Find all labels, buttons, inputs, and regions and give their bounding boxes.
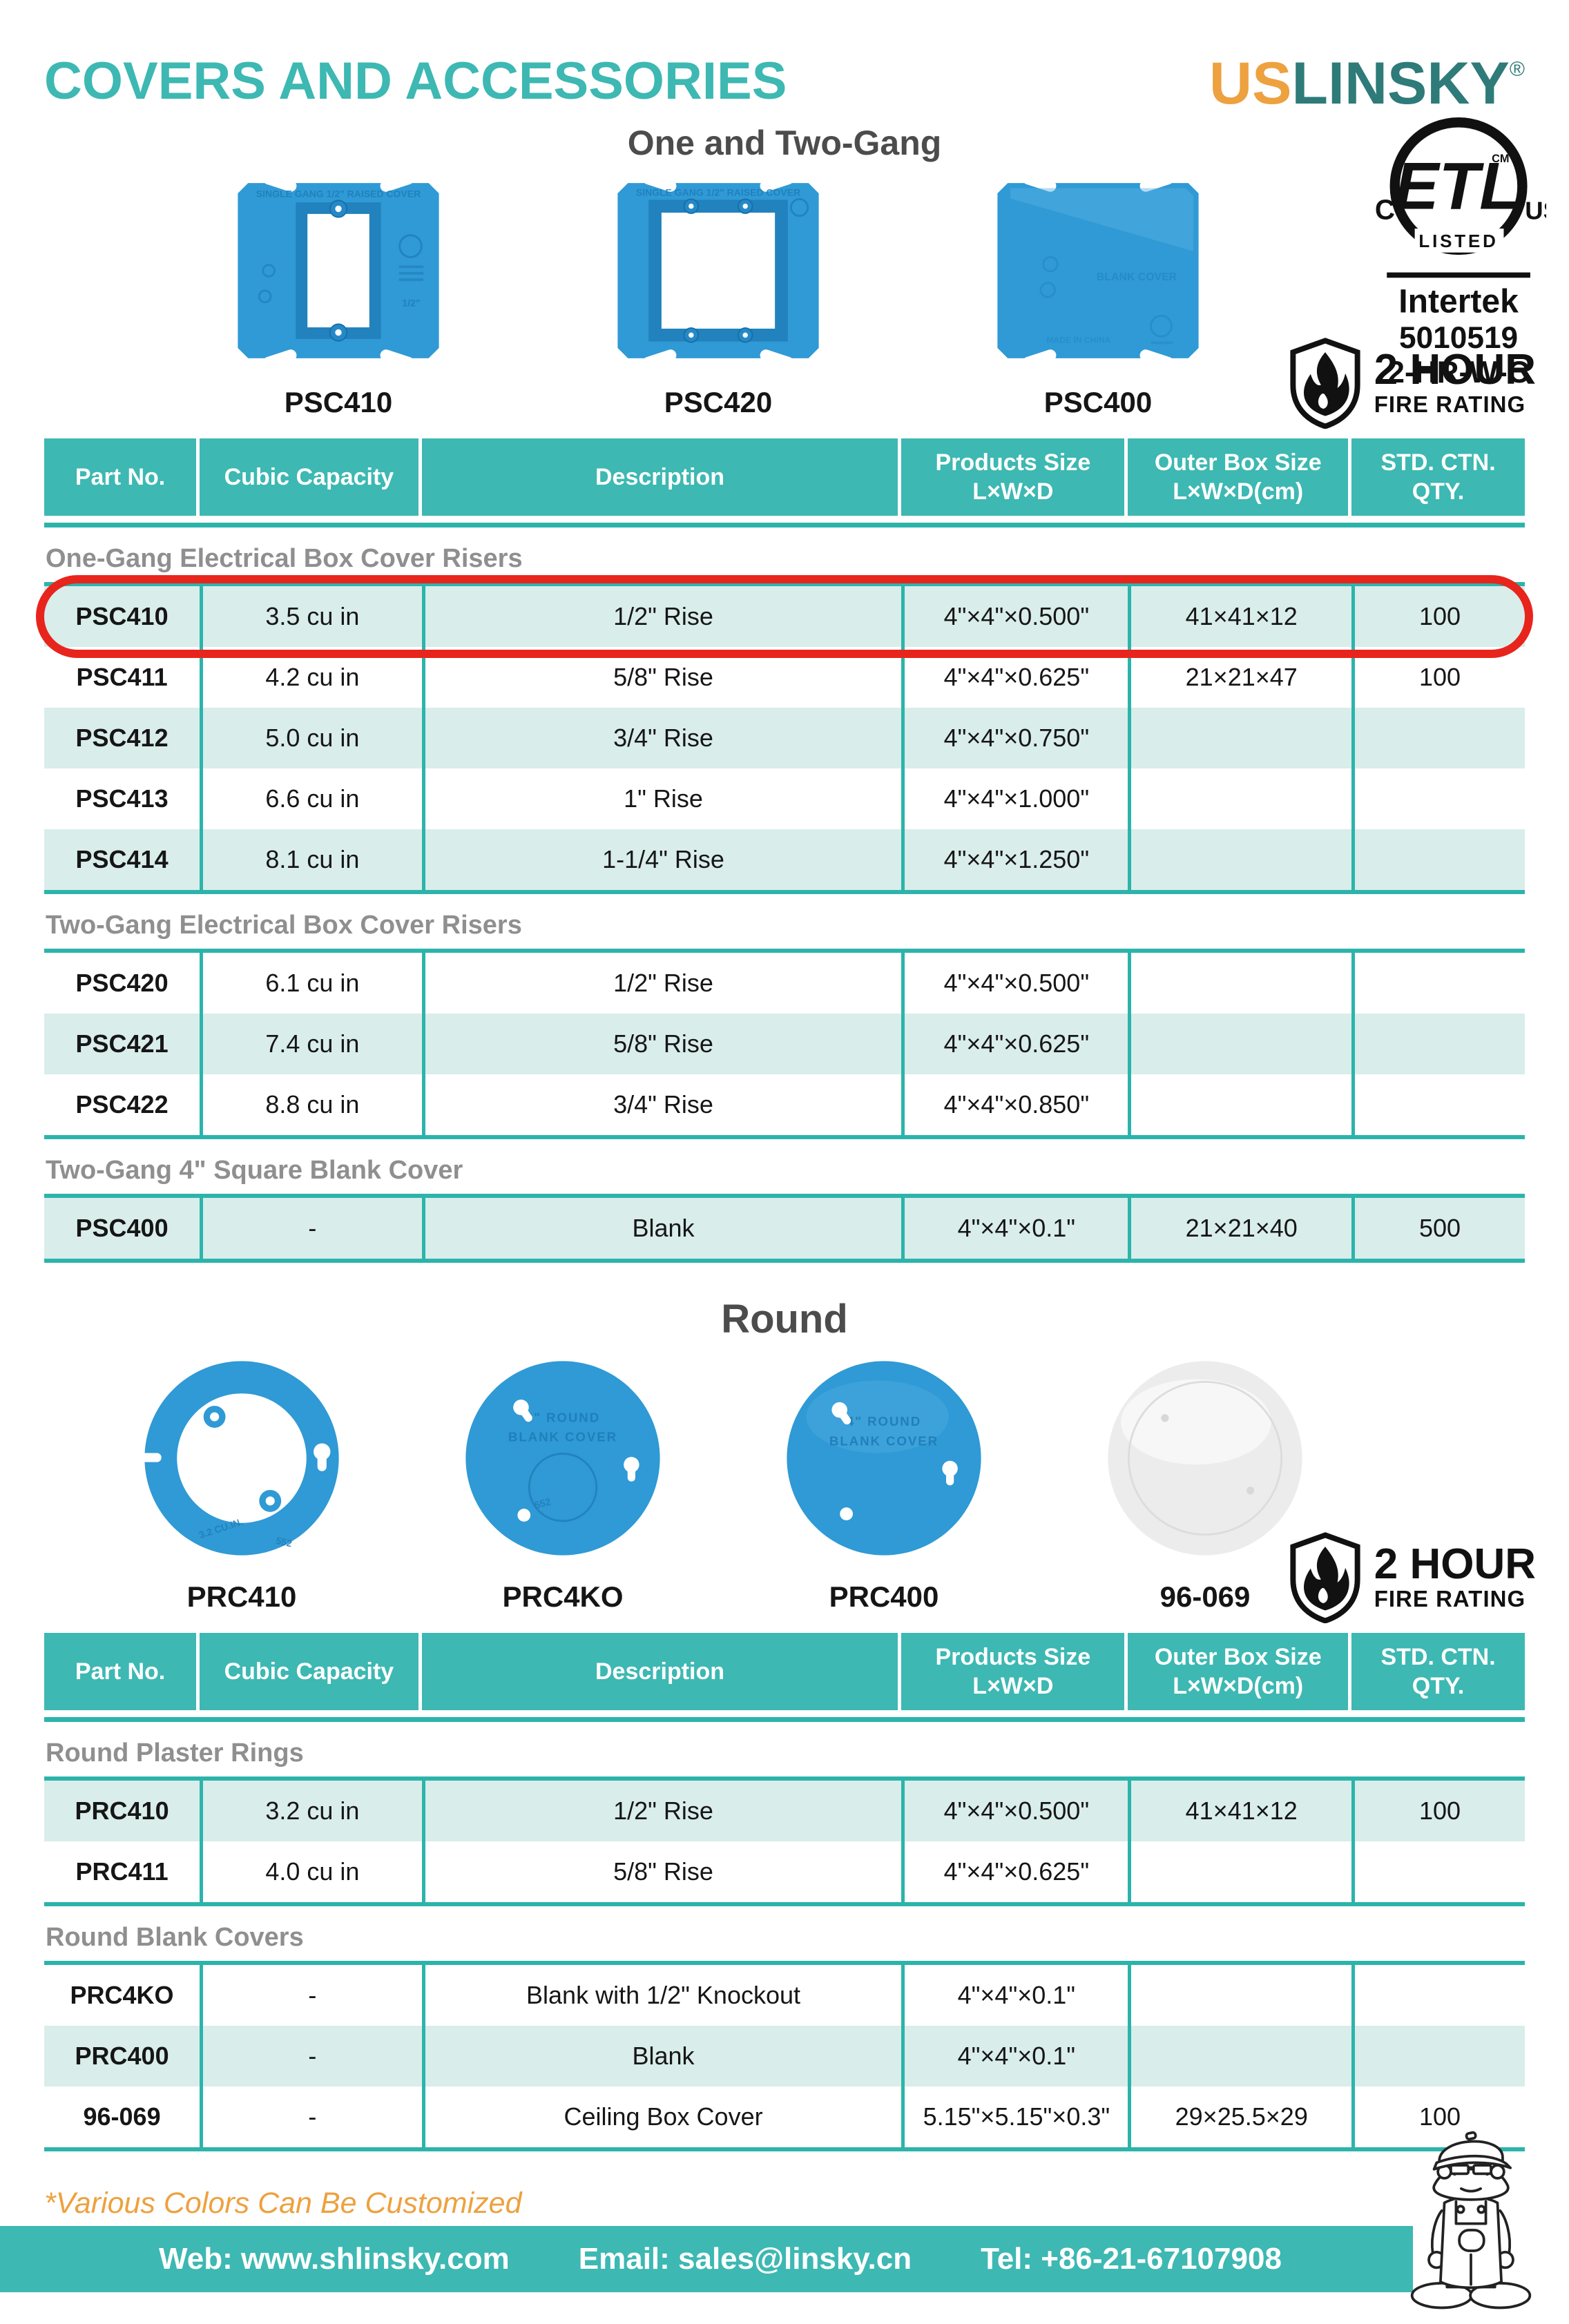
table-row: [44, 1014, 1525, 1074]
description-cell: Blank: [422, 2026, 902, 2086]
description-cell: 1/2" Rise: [422, 586, 902, 647]
outer-box-size-cell: 29×25.5×29: [1128, 2086, 1351, 2147]
section-title-round: Round: [721, 1297, 848, 1342]
table-row: [44, 768, 1525, 829]
section-label: Round Plaster Rings: [46, 1739, 304, 1768]
description-cell: 1/2" Rise: [422, 953, 902, 1014]
cubic-capacity-cell: 8.8 cu in: [200, 1074, 422, 1135]
table-row: [44, 1841, 1525, 1902]
products-size-cell: 4"×4"×0.500": [901, 953, 1128, 1014]
footer-email: Email: sales@linsky.cn: [578, 2242, 912, 2276]
products-size-cell: 4"×4"×0.750": [901, 708, 1128, 768]
part-no-cell: PRC410: [75, 1797, 169, 1825]
cubic-capacity-cell: 4.0 cu in: [200, 1841, 422, 1902]
std-ctn-qty-cell: [1351, 708, 1525, 768]
product-psc410: [221, 174, 456, 419]
part-no-cell: PSC421: [75, 1029, 169, 1058]
page-title: COVERS AND ACCESSORIES: [44, 52, 787, 110]
section-label: One-Gang Electrical Box Cover Risers: [46, 544, 523, 573]
outer-box-size-cell: [1128, 829, 1351, 890]
products-size-cell: 4"×4"×0.625": [901, 1841, 1128, 1902]
product-prc410: [131, 1355, 352, 1614]
description-cell: Blank with 1/2" Knockout: [422, 1965, 902, 2026]
table-row: [44, 2086, 1525, 2147]
std-ctn-qty-cell: [1351, 829, 1525, 890]
cubic-capacity-cell: 7.4 cu in: [200, 1014, 422, 1074]
registered-mark: ®: [1509, 58, 1525, 81]
column-header-6: STD. CTN. QTY.: [1351, 438, 1525, 516]
fire-rating-hours: 2 HOUR: [1374, 346, 1536, 394]
std-ctn-qty-cell: [1351, 1014, 1525, 1074]
fire-rating-label: FIRE RATING: [1374, 391, 1526, 418]
footer-website: Web: www.shlinsky.com: [159, 2242, 510, 2276]
outer-box-size-cell: [1128, 768, 1351, 829]
product-caption: PSC420: [664, 386, 773, 418]
products-size-cell: 4"×4"×0.500": [901, 586, 1128, 647]
product-psc420: [601, 174, 836, 419]
outer-box-size-cell: 41×41×12: [1128, 586, 1351, 647]
part-no-cell: PSC414: [75, 845, 169, 873]
outer-box-size-cell: 21×21×47: [1128, 647, 1351, 708]
products-size-cell: 4"×4"×0.1": [901, 1965, 1128, 2026]
std-ctn-qty-cell: [1351, 1965, 1525, 2026]
std-ctn-qty-cell: [1351, 1841, 1525, 1902]
column-header-5: Outer Box Size L×W×D(cm): [1128, 1633, 1351, 1710]
products-size-cell: 5.15"×5.15"×0.3": [901, 2086, 1128, 2147]
page-header: [0, 0, 1569, 117]
column-header-1: Part No.: [44, 438, 200, 516]
description-cell: Blank: [422, 1198, 902, 1259]
description-cell: Ceiling Box Cover: [422, 2086, 902, 2147]
product-caption: PSC400: [1043, 386, 1153, 418]
column-header-3: Description: [422, 438, 902, 516]
logo-linsky: LINSKY: [1291, 50, 1510, 117]
table-row: [44, 1074, 1525, 1135]
table-row: [44, 829, 1525, 890]
cubic-capacity-cell: -: [200, 2026, 422, 2086]
round-products-area: [0, 1355, 1569, 1614]
outer-box-size-cell: 41×41×12: [1128, 1781, 1351, 1841]
outer-box-size-cell: [1128, 1841, 1351, 1902]
customization-note: *Various Colors Can Be Customized: [44, 2187, 522, 2220]
part-no-cell: 96-069: [83, 2102, 161, 2131]
product-image-psc400-icon: [981, 174, 1215, 367]
cubic-capacity-cell: 3.2 cu in: [200, 1781, 422, 1841]
column-header-5: Outer Box Size L×W×D(cm): [1128, 438, 1351, 516]
product-caption: PSC410: [284, 386, 393, 418]
part-no-cell: PRC411: [75, 1857, 169, 1886]
fire-rating-text: [1374, 346, 1536, 418]
table-row: [44, 647, 1525, 708]
products-size-cell: 4"×4"×0.500": [901, 1781, 1128, 1841]
table-header-underline: [44, 523, 1525, 527]
product-prc400: [773, 1355, 994, 1614]
std-ctn-qty-cell: 500: [1351, 1198, 1525, 1259]
outer-box-size-cell: [1128, 1074, 1351, 1135]
fire-rating-label: FIRE RATING: [1374, 1586, 1526, 1612]
part-no-cell: PSC413: [75, 784, 169, 813]
product-image-psc410-icon: [221, 174, 456, 367]
column-header-2: Cubic Capacity: [200, 438, 422, 516]
product-96-069: [1095, 1355, 1316, 1614]
table-row: [44, 586, 1525, 647]
product-caption: 96-069: [1159, 1580, 1251, 1613]
std-ctn-qty-cell: [1351, 953, 1525, 1014]
outer-box-size-cell: [1128, 708, 1351, 768]
part-no-cell: PRC4KO: [70, 1981, 174, 2009]
section-label: Two-Gang 4" Square Blank Cover: [46, 1156, 463, 1185]
table-row: [44, 1198, 1525, 1259]
cubic-capacity-cell: -: [200, 1965, 422, 2026]
table-row: [44, 953, 1525, 1014]
description-cell: 1/2" Rise: [422, 1781, 902, 1841]
fire-rating-hours: 2 HOUR: [1374, 1540, 1536, 1589]
cubic-capacity-cell: 4.2 cu in: [200, 647, 422, 708]
std-ctn-qty-cell: 100: [1351, 647, 1525, 708]
description-cell: 5/8" Rise: [422, 1014, 902, 1074]
section-rows: [44, 582, 1525, 894]
section-rows: [44, 1776, 1525, 1906]
products-size-cell: 4"×4"×0.1": [901, 2026, 1128, 2086]
std-ctn-qty-cell: [1351, 768, 1525, 829]
footer-phone: Tel: +86-21-67107908: [981, 2242, 1282, 2276]
column-header-2: Cubic Capacity: [200, 1633, 422, 1710]
part-no-cell: PSC411: [76, 663, 168, 691]
description-cell: 3/4" Rise: [422, 708, 902, 768]
std-ctn-qty-cell: 100: [1351, 586, 1525, 647]
description-cell: 3/4" Rise: [422, 1074, 902, 1135]
description-cell: 5/8" Rise: [422, 647, 902, 708]
description-cell: 5/8" Rise: [422, 1841, 902, 1902]
part-no-cell: PSC400: [75, 1214, 169, 1242]
fire-rating-text: [1374, 1540, 1536, 1612]
table-row: [44, 1965, 1525, 2026]
products-size-cell: 4"×4"×1.000": [901, 768, 1128, 829]
cubic-capacity-cell: -: [200, 2086, 422, 2147]
column-header-4: Products Size L×W×D: [901, 1633, 1128, 1710]
std-ctn-qty-cell: [1351, 1074, 1525, 1135]
section-rows: [44, 1194, 1525, 1263]
products-size-cell: 4"×4"×0.1": [901, 1198, 1128, 1259]
column-header-6: STD. CTN. QTY.: [1351, 1633, 1525, 1710]
description-cell: 1-1/4" Rise: [422, 829, 902, 890]
fire-shield-icon: [1289, 338, 1362, 429]
outer-box-size-cell: [1128, 1014, 1351, 1074]
cubic-capacity-cell: 8.1 cu in: [200, 829, 422, 890]
table-header-row: [44, 438, 1525, 516]
section-label: Round Blank Covers: [46, 1923, 304, 1952]
product-prc4ko: [452, 1355, 673, 1614]
product-image-psc420-icon: [601, 174, 836, 367]
part-no-cell: PRC400: [75, 2042, 169, 2070]
table-header-underline: [44, 1717, 1525, 1722]
table-row: [44, 1781, 1525, 1841]
worker-mascot-icon: [1396, 2125, 1546, 2313]
std-ctn-qty-cell: 100: [1351, 1781, 1525, 1841]
fire-rating-badge: [1289, 338, 1536, 429]
fire-shield-icon: [1289, 1532, 1362, 1623]
column-header-1: Part No.: [44, 1633, 200, 1710]
product-caption: PRC400: [829, 1580, 939, 1613]
cubic-capacity-cell: 5.0 cu in: [200, 708, 422, 768]
part-no-cell: PSC412: [75, 724, 169, 752]
column-header-3: Description: [422, 1633, 902, 1710]
logo-us: US: [1209, 50, 1292, 117]
std-ctn-qty-cell: 100: [1351, 2086, 1525, 2147]
gang-covers-table: [44, 438, 1525, 1263]
part-no-cell: PSC410: [75, 602, 169, 630]
description-cell: 1" Rise: [422, 768, 902, 829]
product-image-prc400-icon: [773, 1355, 994, 1562]
table-header-row: [44, 1633, 1525, 1710]
outer-box-size-cell: [1128, 1965, 1351, 2026]
table-row: [44, 708, 1525, 768]
products-size-cell: 4"×4"×0.625": [901, 1014, 1128, 1074]
outer-box-size-cell: [1128, 953, 1351, 1014]
product-caption: PRC4KO: [502, 1580, 624, 1613]
fire-rating-badge: [1289, 1532, 1536, 1623]
cubic-capacity-cell: 6.1 cu in: [200, 953, 422, 1014]
product-image-prc410-icon: [131, 1355, 352, 1562]
round-covers-table: [44, 1633, 1525, 2151]
product-image-96069-icon: [1095, 1355, 1316, 1562]
outer-box-size-cell: 21×21×40: [1128, 1198, 1351, 1259]
part-no-cell: PSC420: [75, 969, 169, 997]
section-rows: [44, 949, 1525, 1139]
gang-products-area: [0, 174, 1569, 419]
part-no-cell: PSC422: [75, 1090, 169, 1119]
product-image-prc4ko-icon: [452, 1355, 673, 1562]
product-psc400: [981, 174, 1215, 419]
column-header-4: Products Size L×W×D: [901, 438, 1128, 516]
section-rows: [44, 1961, 1525, 2151]
products-size-cell: 4"×4"×0.850": [901, 1074, 1128, 1135]
footer-contact-bar: [0, 2226, 1413, 2292]
products-size-cell: 4"×4"×1.250": [901, 829, 1128, 890]
section-title-one-two-gang: One and Two-Gang: [627, 124, 942, 162]
table-row: [44, 2026, 1525, 2086]
cubic-capacity-cell: 3.5 cu in: [200, 586, 422, 647]
section-label: Two-Gang Electrical Box Cover Risers: [46, 911, 522, 940]
std-ctn-qty-cell: [1351, 2026, 1525, 2086]
cubic-capacity-cell: 6.6 cu in: [200, 768, 422, 829]
product-caption: PRC410: [186, 1580, 297, 1613]
products-size-cell: 4"×4"×0.625": [901, 647, 1128, 708]
cubic-capacity-cell: -: [200, 1198, 422, 1259]
outer-box-size-cell: [1128, 2026, 1351, 2086]
